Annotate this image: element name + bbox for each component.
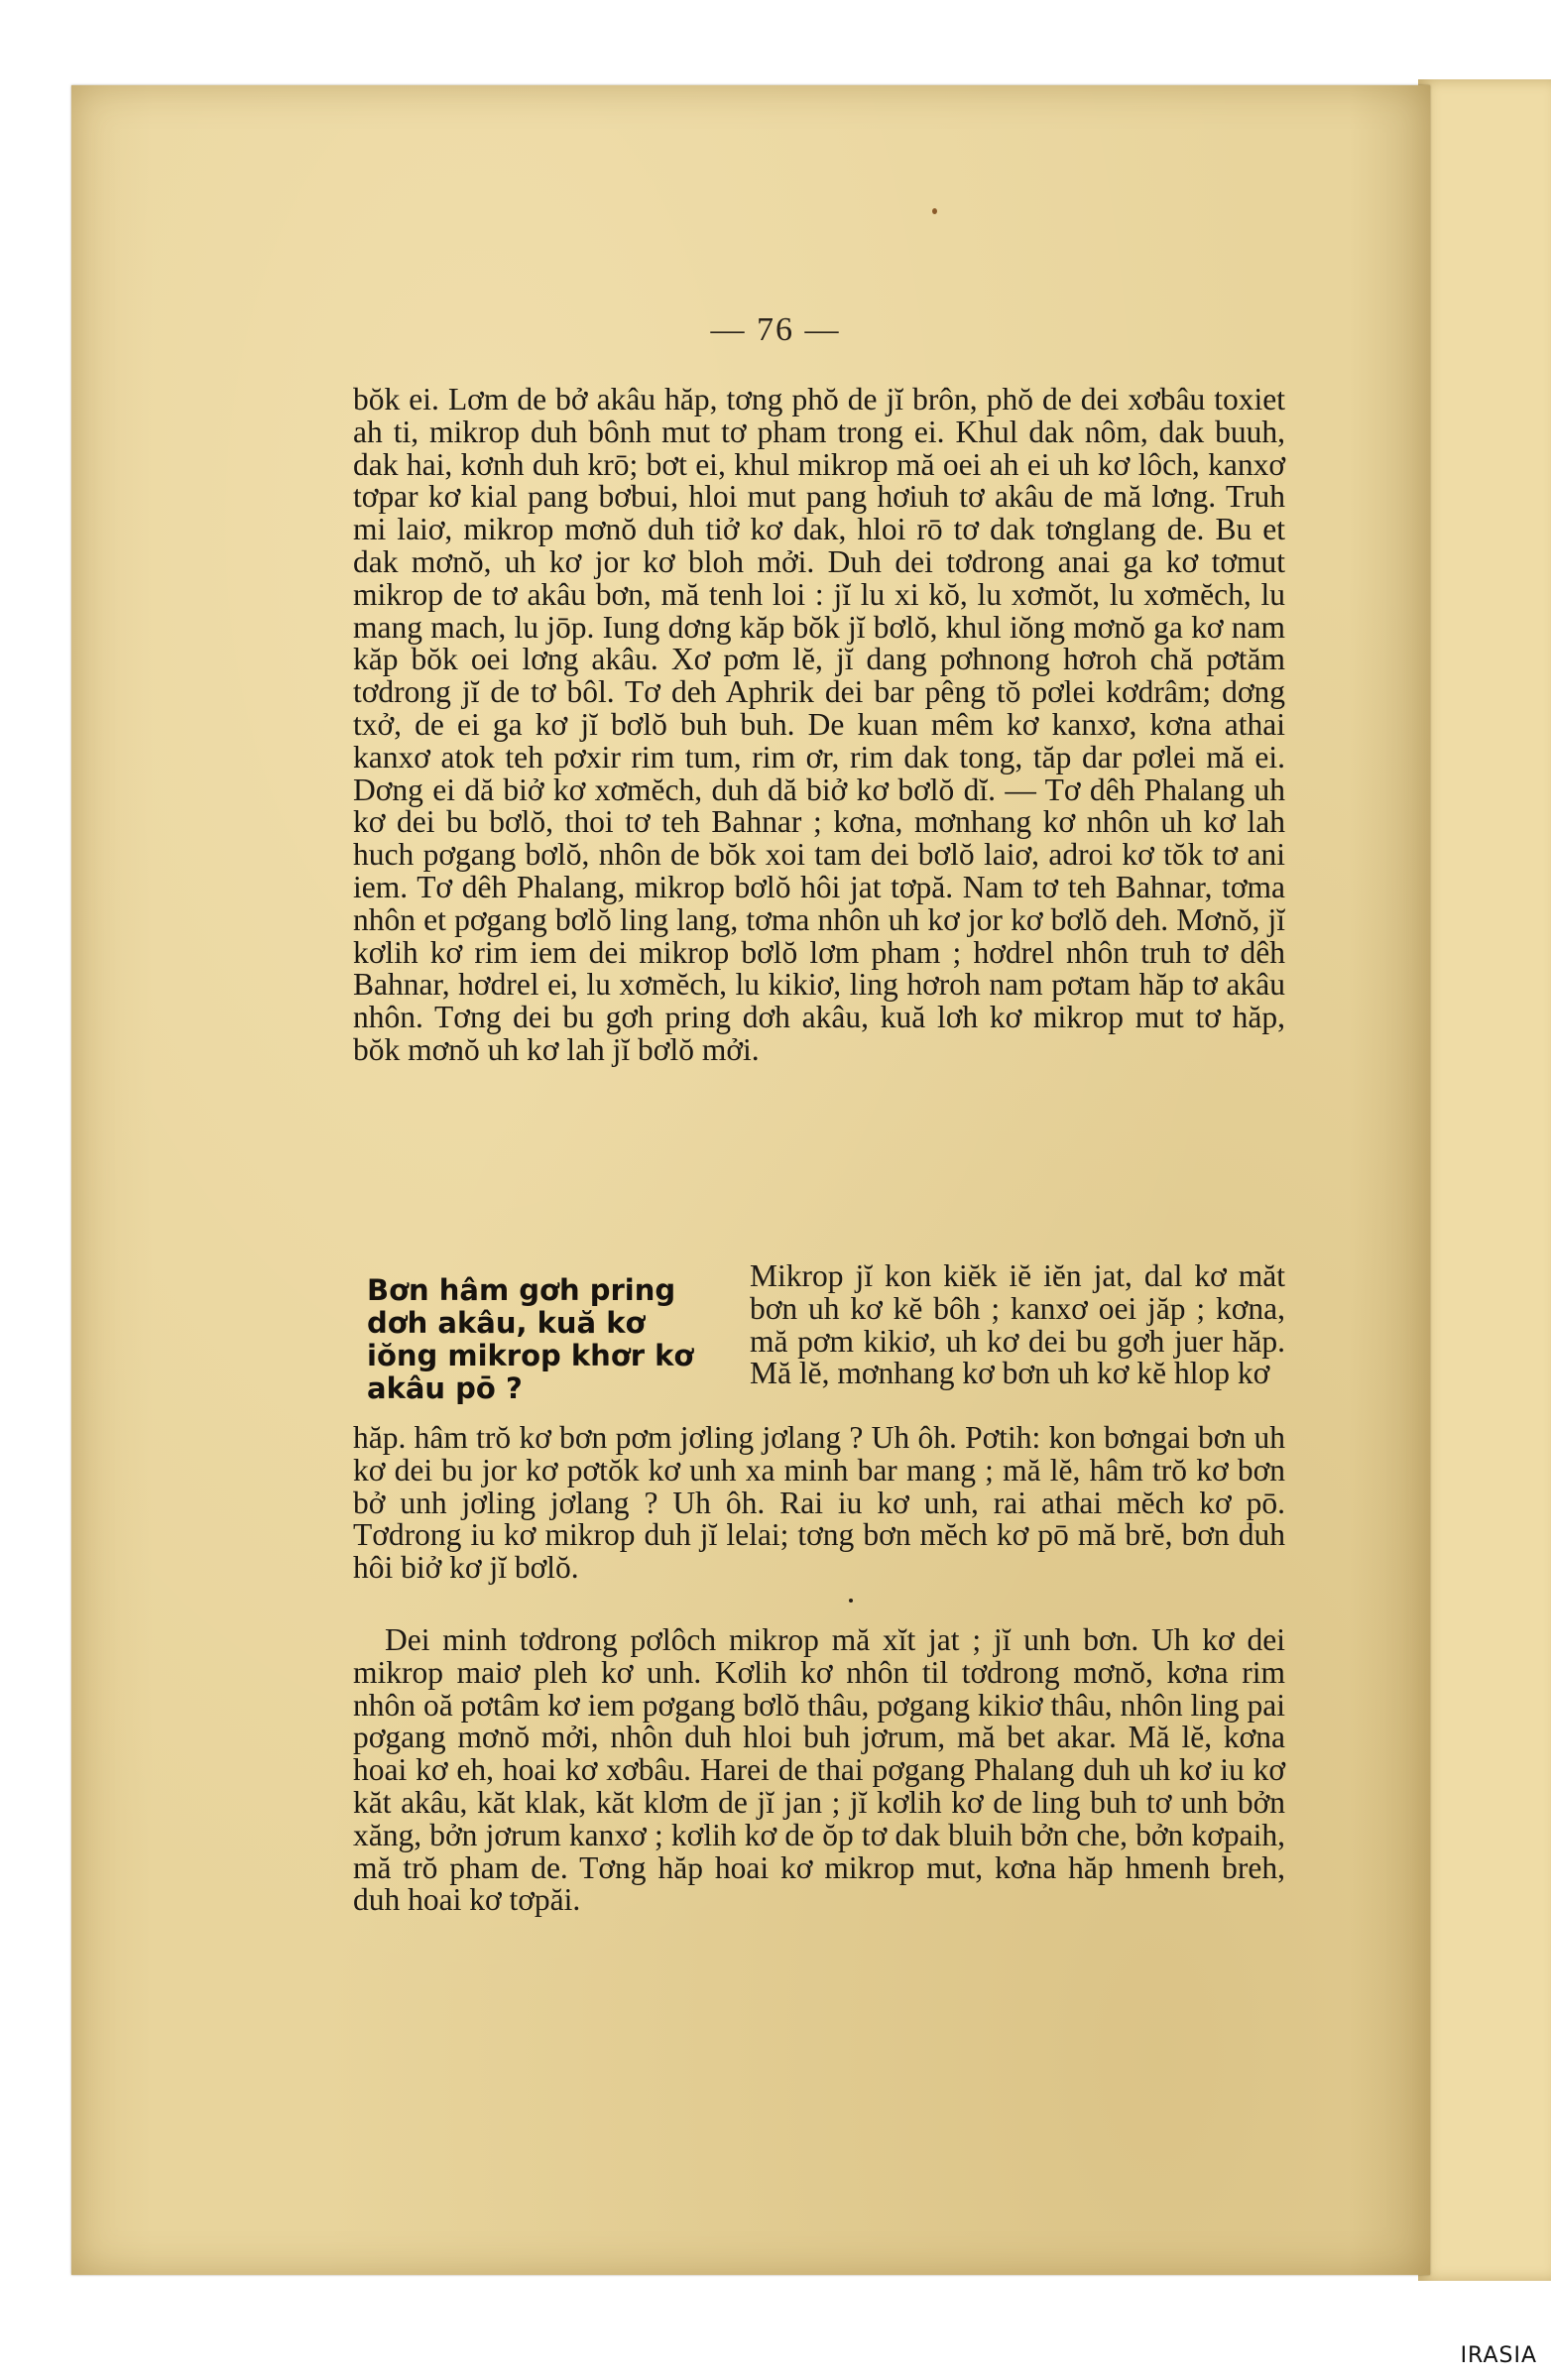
paper-speck	[849, 1599, 853, 1603]
watermark-text: IRASIA	[1460, 2343, 1537, 2368]
paragraph-3: Dei minh tơdrong pơlôch mikrop mă xĭt jat ; jĭ unh bơn. Uh kơ dei mikrop maiơ pleh kơ unh. Kơlih kơ nhôn til tơdrong mơnŏ, kơna rim nhôn oă pơtâm kơ iem pơgang bơlŏ thâu, pơgang kikiơ thâu, nhôn ling pai pơgang mơnŏ mởi, nhôn duh hloi buh jơrum, mă bet akar. Mă lĕ, kơna hoai kơ eh, hoai kơ xơbâu. Harei de thai pơgang Phalang duh uh kơ iu kơ kăt akâu, kăt klak, kăt klơm de jĭ jan ; jĭ kơlih kơ de ling buh tơ unh bởn xăng, bởn jơrum kanxơ ; kơlih kơ de ŏp tơ dak bluih bởn che, bởn kơpaih, mă trŏ pham de. Tơng hăp hoai kơ mikrop mut, kơna hăp hmenh breh, duh hoai kơ tơpăi.	[353, 1622, 1285, 1918]
page-number: — 76 —	[710, 311, 841, 348]
paragraph-2-side: Mikrop jĭ kon kiĕk iĕ iĕn jat, dal kơ măt bơn uh kơ kĕ bôh ; kanxơ oei jăp ; kơna, mă pơm kikiơ, uh kơ dei bu gơh juer hăp. Mă lĕ, mơnhang kơ bơn uh kơ kĕ hlop kơ	[750, 1258, 1285, 1391]
adjacent-page-edge	[1418, 79, 1551, 2281]
paragraph-2-continuation: hăp. hâm trŏ kơ bơn pơm jơling jơlang ? Uh ôh. Pơtih: kon bơngai bơn uh kơ dei bu jor kơ pơtŏk kơ unh xa minh bar mang ; mă lĕ, hâm trŏ kơ bơn bở unh jơling jơlang ? Uh ôh. Rai iu kơ unh, rai athai mĕch kơ pō. Tơdrong iu kơ mikrop duh jĭ lelai; tơng bơn mĕch kơ pō mă brĕ, bơn duh hôi biở kơ jĭ bơlŏ.	[353, 1420, 1285, 1586]
paragraph-1: bŏk ei. Lơm de bở akâu hăp, tơng phŏ de jĭ brôn, phŏ de dei xơbâu toxiet ah ti, mikrop duh bônh mut tơ pham trong ei. Khul dak nôm, dak buuh, dak hai, kơnh duh krō; bơt ei, khul mikrop mă oei ah ei uh kơ lôch, kanxơ tơpar kơ kial pang bơbui, hloi mut pang hơiuh tơ akâu de mă lơng. Truh mi laiơ, mikrop mơnŏ duh tiở kơ dak, hloi rō tơ dak tơnglang de. Bu et dak mơnŏ, uh kơ jor kơ bloh mởi. Duh dei tơdrong anai ga kơ tơmut mikrop de tơ akâu bơn, mă tenh loi : jĭ lu xi kŏ, lu xơmŏt, lu xơmĕch, lu mang mach, lu jōp. Iung dơng kăp bŏk jĭ bơlŏ, khul iŏng mơnŏ ga kơ nam kăp bŏk oei lơng akâu. Xơ pơm lĕ, jĭ dang pơhnong hơroh chă pơtăm tơdrong jĭ de tơ bôl. Tơ deh Aphrik dei bar pêng tŏ pơlei kơdrâm; dơng txở, de ei ga kơ jĭ bơlŏ buh buh. De kuan mêm kơ kanxơ, kơna athai kanxơ atok teh pơxir rim tum, rim ơr, rim dak tong, tăp dar pơlei mă ei. Dơng ei dă biở kơ xơmĕch, duh dă biở kơ bơlŏ dĭ. — Tơ dêh Phalang uh kơ dei bu bơlŏ, thoi tơ teh Bahnar ; kơna, mơnhang kơ nhôn uh kơ lah huch pơgang bơlŏ, nhôn de bŏk xoi tam dei bơlŏ laiơ, adroi kơ tŏk tơ ani iem. Tơ dêh Phalang, mikrop bơlŏ hôi jat tơpă. Nam tơ teh Bahnar, tơma nhôn et pơgang bơlŏ ling lang, tơma nhôn uh kơ jor kơ bơlŏ deh. Mơnŏ, jĭ kơlih kơ rim iem dei mikrop bơlŏ lơm pham ; hơdrel nhôn truh tơ dêh Bahnar, hơdrel ei, lu xơmĕch, lu kikiơ, ling hơroh nam pơtam hăp tơ akâu nhôn. Tơng dei bu gơh pring dơh akâu, kuă lơh kơ mikrop mut tơ hăp, bŏk mơnŏ uh kơ lah jĭ bơlŏ mởi.	[353, 382, 1285, 1067]
section-heading: Bơn hâm gơh pring dơh akâu, kuă kơ iŏng mikrop khơr kơ akâu pō ?	[367, 1273, 694, 1405]
paper-speck	[932, 208, 937, 214]
